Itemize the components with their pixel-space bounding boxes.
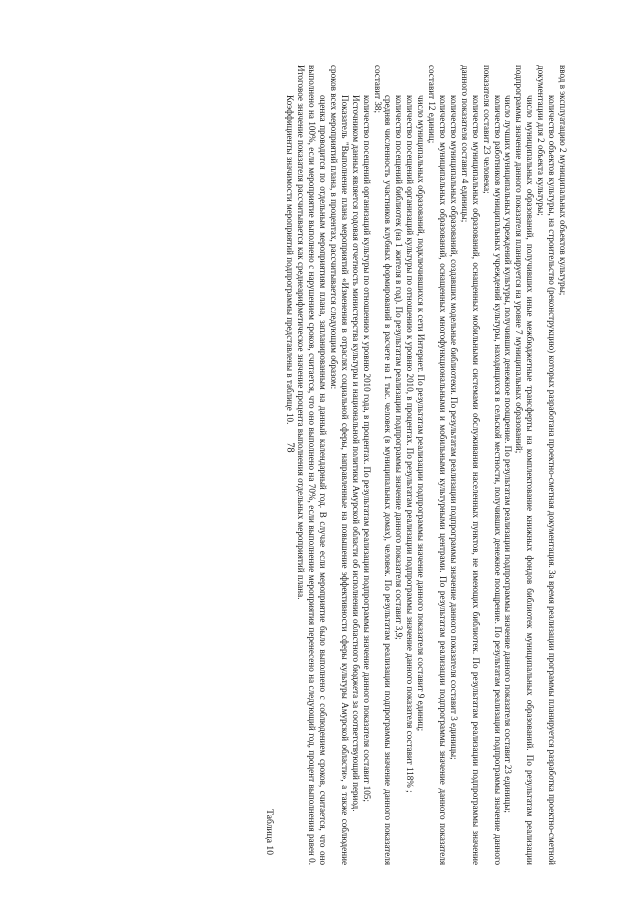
body-paragraph: оценка проводится по отдельным мероприятиям плана, запланированным на данный календарный год. В случае если мероприятие было выполнено с соблюдением сроков, считается, что оно выполнено на 100%, если мероприятие выполнено с нарушением сроков, считается, что оно выполнено на 70%, если выполнение мероприятия перенесено на следующий год, процент выполнения равен 0. Итоговое значение показателя рассчитывается как среднеарифметическое значение процента выполнения отдельных мероприятий плана.: [296, 65, 329, 865]
body-paragraph: количество посещений организаций культуры по отношению к уровню 2010, в процентах. По результатам реализации подпрограммы значение данного показателя составит 118% ;: [405, 95, 416, 793]
body-paragraph: количество объектов культуры, на строительство (реконструкцию) которых разработана проектно-сметная документация. За время реализации программы планируется разработка проектно-сметной документации для 2 объекта культуры;: [536, 65, 558, 865]
body-paragraph: число лучших муниципальных учреждений культуры, получивших денежное поощрение. По результатам реализации подпрограммы значение данного показателя составит 23 единицы;: [503, 95, 514, 813]
body-paragraph: ввод в эксплуатацию 2 муниципальных объектов культуры;: [558, 65, 568, 296]
body-paragraph: количество посещений библиотек (на 1 жителя в год). По результатам реализации подпрограммы значение данного показателя составит 3,9;: [394, 95, 405, 640]
body-paragraph: число муниципальных образований, получивших иные межбюджетные трансферты на комплектование книжных фондов библиотек муниципальных образований. По результатам реализации подпрограммы значение данного показателя планируется на уровне 7 муниципальных образований;: [514, 65, 536, 865]
body-paragraph: Коэффициенты значимости мероприятий подпрограммы представлены в таблице 10.: [285, 95, 296, 425]
body-paragraph: средняя численность участников клубных формирований в расчете на 1 тыс. человек (в муниципальных домах), человек. По результатам реализации подпрограммы значение данного показателя составит 38;: [372, 65, 394, 865]
table-caption: Таблица 10: [264, 809, 276, 855]
body-paragraph: Показатель "Выполнение плана мероприятий «Изменения в отраслях социальной сферы, направленные на повышение эффективности сферы культуры Амурской области», а также соблюдение сроков всех мероприятий плана, в процентах, рассчитывается следующим образом:: [328, 65, 350, 865]
body-paragraph: количество муниципальных образований, оснащенных многофункциональными и мобильными культурными центрами. По результатам реализации подпрограммы значение данного показателя составит 12 единиц;: [427, 65, 449, 865]
body-paragraph: Источником данных является годовая отчетность министерства культуры и национальной политики Амурской области об исполнении областного бюджета за соответствующий период.: [350, 95, 361, 812]
body-paragraph: число муниципальных образований, подключившихся к сети Интернет. По результатам реализации подпрограммы значение данного показателя составит 9 единиц;: [416, 95, 427, 732]
page-number: 78: [284, 442, 296, 453]
body-paragraph: количество работников муниципальных учреждений культуры, находящихся в сельской местности, получивших денежное поощрение. По результатам реализации подпрограммы значение данного показателя составит 23 человека;: [481, 65, 503, 865]
body-paragraph: количество муниципальных образований, создавших модельные библиотеки. По результатам реализации подпрограммы значение данного показателя составит 3 единицы;: [448, 95, 459, 760]
body-paragraph: количество посещений организаций культуры по отношению к уровню 2010 года, в процентах. По результатам реализации подпрограммы значение данного показателя составит 105;: [361, 95, 372, 802]
body-paragraph: количество муниципальных образований, оснащенных мобильными системами обслуживания населенных пунктов, не имеющих библиотек. По результатам реализации подпрограммы значение данного показателя составит 4 единицы;: [459, 65, 481, 865]
document-body: [98, 65, 568, 865]
